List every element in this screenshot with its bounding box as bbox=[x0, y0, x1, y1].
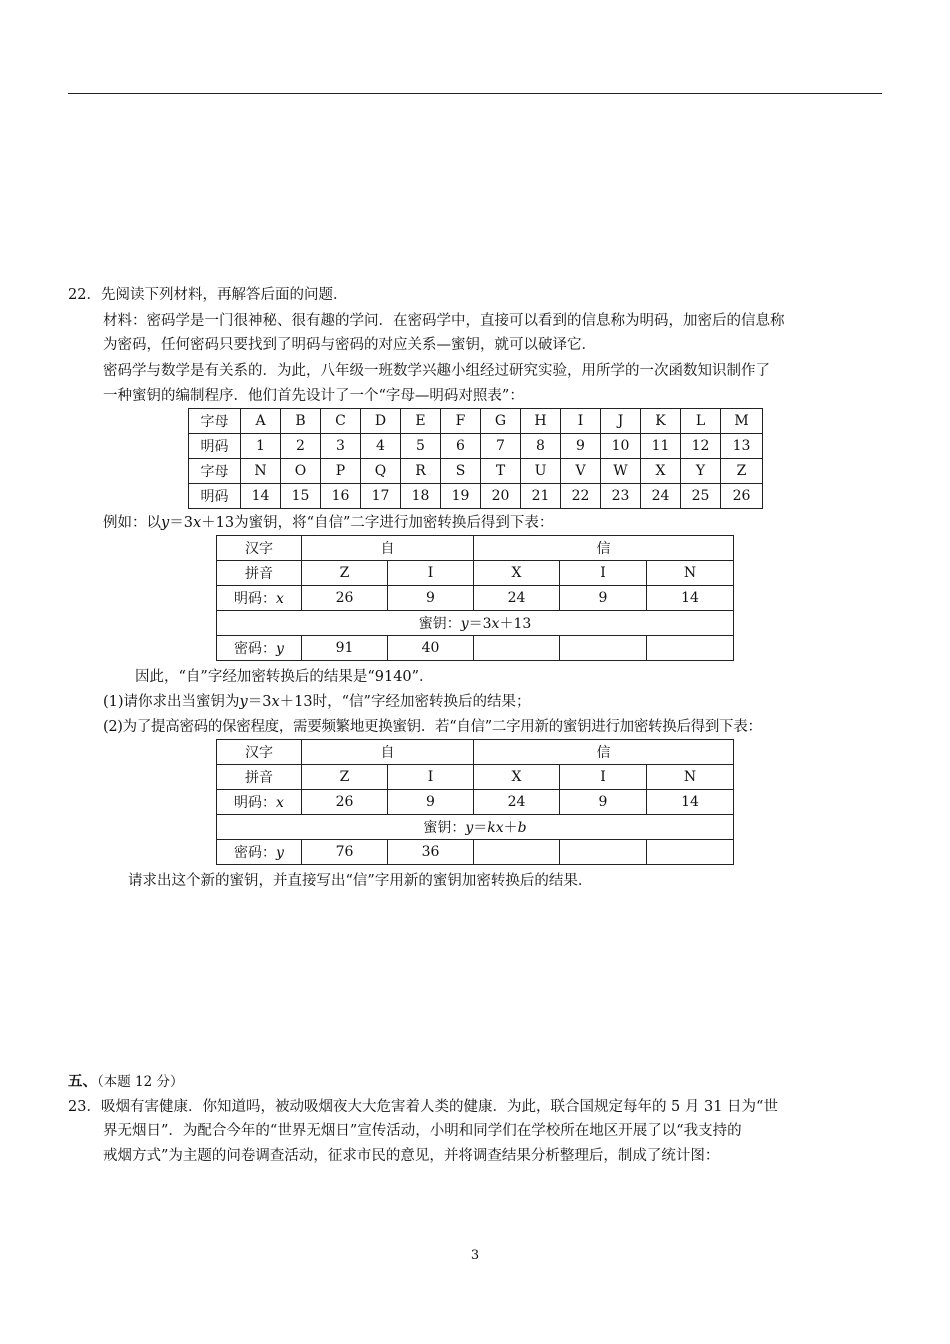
code-cell: 4 bbox=[361, 434, 401, 459]
code-cell: 3 bbox=[321, 434, 361, 459]
letter-cell: K bbox=[641, 409, 681, 434]
cipher-cell: 40 bbox=[388, 636, 474, 661]
section-5-heading bbox=[68, 1072, 184, 1092]
plain-cell: 14 bbox=[647, 586, 734, 611]
plain-cell: 24 bbox=[474, 586, 560, 611]
letter-cell: D bbox=[361, 409, 401, 434]
q22-intro-line bbox=[68, 285, 347, 305]
letter-cell: Y bbox=[681, 459, 721, 484]
key-row bbox=[217, 611, 734, 636]
var-kx: kx bbox=[487, 820, 504, 836]
hanzi-cell: 自 bbox=[302, 740, 474, 765]
code-cell: 22 bbox=[561, 484, 601, 509]
key-label: 蜜钥： bbox=[423, 820, 466, 836]
code-cell: 26 bbox=[721, 484, 763, 509]
plain-cell: 9 bbox=[388, 790, 474, 815]
cipher-cell: 76 bbox=[302, 840, 388, 865]
letter-cell: L bbox=[681, 409, 721, 434]
var-y: y bbox=[161, 515, 170, 531]
code-cell: 15 bbox=[281, 484, 321, 509]
plain-cell: 9 bbox=[388, 586, 474, 611]
code-cell: 5 bbox=[401, 434, 441, 459]
eq-part: ＋13 bbox=[201, 515, 235, 531]
pinyin-cell: Z bbox=[302, 765, 388, 790]
var-y: y bbox=[276, 845, 284, 861]
letter-cell: H bbox=[521, 409, 561, 434]
var-x: x bbox=[271, 694, 280, 710]
page-number: 3 bbox=[470, 1248, 480, 1263]
row-label: 字母 bbox=[189, 409, 241, 434]
letter-cell: S bbox=[441, 459, 481, 484]
code-cell: 12 bbox=[681, 434, 721, 459]
row-label bbox=[217, 790, 302, 815]
code-cell: 7 bbox=[481, 434, 521, 459]
key-cell bbox=[217, 611, 734, 636]
row-label: 汉字 bbox=[217, 536, 302, 561]
letter-cell: B bbox=[281, 409, 321, 434]
cipher-cell-blank bbox=[474, 840, 560, 865]
letter-cell: G bbox=[481, 409, 521, 434]
q23-text: 吸烟有害健康．你知道吗，被动吸烟夜大大危害着人类的健康．为此，联合国规定每年的 5 月 31 日为“世 bbox=[100, 1099, 778, 1115]
pinyin-row bbox=[217, 765, 734, 790]
plain-row bbox=[217, 790, 734, 815]
eq-part: ＝3 bbox=[468, 616, 492, 632]
section-title: 五、 bbox=[68, 1074, 97, 1090]
example-line bbox=[103, 513, 553, 533]
eq-part: ＋13 bbox=[499, 616, 532, 632]
part1-end: ＋13时，“信”字经加密转换后的结果； bbox=[279, 694, 531, 710]
letter-cell: W bbox=[601, 459, 641, 484]
cipher-cell-blank bbox=[560, 636, 647, 661]
plain-cell: 9 bbox=[560, 790, 647, 815]
pinyin-cell: I bbox=[388, 561, 474, 586]
row-label: 拼音 bbox=[217, 765, 302, 790]
cipher-cell-blank bbox=[647, 636, 734, 661]
plain-cell: 26 bbox=[302, 790, 388, 815]
cipher-cell: 36 bbox=[388, 840, 474, 865]
example-suffix: 为蜜钥，将“自信”二字进行加密转换后得到下表： bbox=[234, 515, 554, 531]
code-cell: 8 bbox=[521, 434, 561, 459]
code-cell: 9 bbox=[561, 434, 601, 459]
plain-cell: 14 bbox=[647, 790, 734, 815]
encryption-table-2 bbox=[216, 739, 734, 865]
var-y: y bbox=[460, 616, 469, 632]
q22-number: 22． bbox=[68, 287, 101, 303]
q23-line1 bbox=[68, 1097, 778, 1117]
letter-cell: E bbox=[401, 409, 441, 434]
cipher-cell-blank bbox=[474, 636, 560, 661]
part1-line bbox=[103, 692, 530, 712]
letter-cell: C bbox=[321, 409, 361, 434]
pinyin-cell: I bbox=[388, 765, 474, 790]
code-cell: 13 bbox=[721, 434, 763, 459]
letter-cell: Z bbox=[721, 459, 763, 484]
row-label bbox=[217, 586, 302, 611]
q22-para2-line2: 一种蜜钥的编制程序．他们首先设计了一个“字母—明码对照表”： bbox=[103, 388, 524, 404]
letter-row-1 bbox=[189, 409, 763, 434]
example-prefix: 例如：以 bbox=[103, 515, 161, 531]
letter-cell: M bbox=[721, 409, 763, 434]
key-row bbox=[217, 815, 734, 840]
var-x: x bbox=[276, 591, 284, 607]
part2-ask-line: 请求出这个新的蜜钥，并直接写出“信”字用新的蜜钥加密转换后的结果． bbox=[128, 873, 593, 889]
hanzi-cell: 信 bbox=[474, 740, 734, 765]
code-cell: 21 bbox=[521, 484, 561, 509]
pinyin-row bbox=[217, 561, 734, 586]
hanzi-row bbox=[217, 536, 734, 561]
pinyin-cell: Z bbox=[302, 561, 388, 586]
letter-cell: A bbox=[241, 409, 281, 434]
code-cell: 1 bbox=[241, 434, 281, 459]
code-cell: 19 bbox=[441, 484, 481, 509]
var-x: x bbox=[491, 616, 500, 632]
code-cell: 20 bbox=[481, 484, 521, 509]
code-cell: 23 bbox=[601, 484, 641, 509]
code-cell: 17 bbox=[361, 484, 401, 509]
q23-line3: 戒烟方式”为主题的问卷调查活动，征求市民的意见，并将调查结果分析整理后，制成了统计图： bbox=[103, 1148, 720, 1164]
part2-line: (2)为了提高密码的保密程度，需要频繁地更换蜜钥．若“自信”二字用新的蜜钥进行加密转换后得到下表： bbox=[103, 719, 762, 735]
pinyin-cell: I bbox=[560, 765, 647, 790]
code-cell: 6 bbox=[441, 434, 481, 459]
letter-cell: N bbox=[241, 459, 281, 484]
plain-cell: 9 bbox=[560, 586, 647, 611]
code-cell: 11 bbox=[641, 434, 681, 459]
pinyin-cell: X bbox=[474, 561, 560, 586]
letter-cell: O bbox=[281, 459, 321, 484]
cipher-cell-blank bbox=[647, 840, 734, 865]
eq-part: ＝3 bbox=[247, 694, 272, 710]
encryption-table-1 bbox=[216, 535, 734, 661]
q23-line2: 界无烟日”．为配合今年的“世界无烟日”宣传活动，小明和同学们在学校所在地区开展了以“我支持的 bbox=[103, 1123, 742, 1139]
cipher-cell-blank bbox=[560, 840, 647, 865]
row-label: 拼音 bbox=[217, 561, 302, 586]
cipher-row bbox=[217, 840, 734, 865]
letter-cell: F bbox=[441, 409, 481, 434]
label-text: 密码： bbox=[234, 641, 277, 657]
pinyin-cell: X bbox=[474, 765, 560, 790]
row-label bbox=[217, 840, 302, 865]
code-cell: 24 bbox=[641, 484, 681, 509]
row-label: 明码 bbox=[189, 434, 241, 459]
row-label bbox=[217, 636, 302, 661]
var-x: x bbox=[192, 515, 202, 531]
pinyin-cell: N bbox=[647, 765, 734, 790]
var-y: y bbox=[276, 641, 284, 657]
code-cell: 25 bbox=[681, 484, 721, 509]
label-text: 密码： bbox=[234, 845, 277, 861]
var-x: x bbox=[276, 795, 284, 811]
q22-intro: 先阅读下列材料，再解答后面的问题． bbox=[100, 287, 348, 303]
letter-cell: T bbox=[481, 459, 521, 484]
code-cell: 14 bbox=[241, 484, 281, 509]
cipher-cell: 91 bbox=[302, 636, 388, 661]
key-cell bbox=[217, 815, 734, 840]
row-label: 字母 bbox=[189, 459, 241, 484]
plain-cell: 26 bbox=[302, 586, 388, 611]
code-cell: 18 bbox=[401, 484, 441, 509]
part1-prefix: (1)请你求出当蜜钥为 bbox=[103, 694, 240, 710]
row-label: 汉字 bbox=[217, 740, 302, 765]
q23-number: 23． bbox=[68, 1099, 101, 1115]
pinyin-cell: I bbox=[560, 561, 647, 586]
code-row-2 bbox=[189, 484, 763, 509]
letter-cell: X bbox=[641, 459, 681, 484]
letter-cell: U bbox=[521, 459, 561, 484]
section-score: （本题 12 分） bbox=[97, 1074, 184, 1090]
q22-para2-line1: 密码学与数学是有关系的．为此，八年级一班数学兴趣小组经过研究实验，用所学的一次函数知识制作了 bbox=[103, 363, 770, 379]
q22-material-line1: 材料：密码学是一门很神秘、很有趣的学问．在密码学中，直接可以看到的信息称为明码，加密后的信息称 bbox=[103, 313, 785, 329]
hanzi-cell: 信 bbox=[474, 536, 734, 561]
var-b: b bbox=[517, 820, 527, 836]
letter-code-table bbox=[188, 408, 763, 509]
plain-cell: 24 bbox=[474, 790, 560, 815]
cipher-row bbox=[217, 636, 734, 661]
code-cell: 2 bbox=[281, 434, 321, 459]
eq-part: ＝ bbox=[473, 820, 488, 836]
eq-part: ＋ bbox=[503, 820, 518, 836]
letter-cell: Q bbox=[361, 459, 401, 484]
pinyin-cell: N bbox=[647, 561, 734, 586]
letter-cell: I bbox=[561, 409, 601, 434]
letter-cell: V bbox=[561, 459, 601, 484]
q22-material-line2: 为密码，任何密码只要找到了明码与密码的对应关系—蜜钥，就可以破译它． bbox=[103, 337, 596, 353]
code-row-1 bbox=[189, 434, 763, 459]
letter-row-2 bbox=[189, 459, 763, 484]
therefore-line: 因此，“自”字经加密转换后的结果是“9140”． bbox=[135, 669, 434, 685]
row-label: 明码 bbox=[189, 484, 241, 509]
code-cell: 16 bbox=[321, 484, 361, 509]
key-label: 蜜钥： bbox=[418, 616, 461, 632]
label-text: 明码： bbox=[234, 795, 277, 811]
letter-cell: P bbox=[321, 459, 361, 484]
label-text: 明码： bbox=[234, 591, 277, 607]
hanzi-cell: 自 bbox=[302, 536, 474, 561]
header-rule bbox=[68, 93, 882, 94]
var-y: y bbox=[465, 820, 474, 836]
letter-cell: R bbox=[401, 459, 441, 484]
eq-part: ＝3 bbox=[169, 515, 193, 531]
code-cell: 10 bbox=[601, 434, 641, 459]
hanzi-row bbox=[217, 740, 734, 765]
var-y: y bbox=[239, 694, 248, 710]
letter-cell: J bbox=[601, 409, 641, 434]
plain-row bbox=[217, 586, 734, 611]
